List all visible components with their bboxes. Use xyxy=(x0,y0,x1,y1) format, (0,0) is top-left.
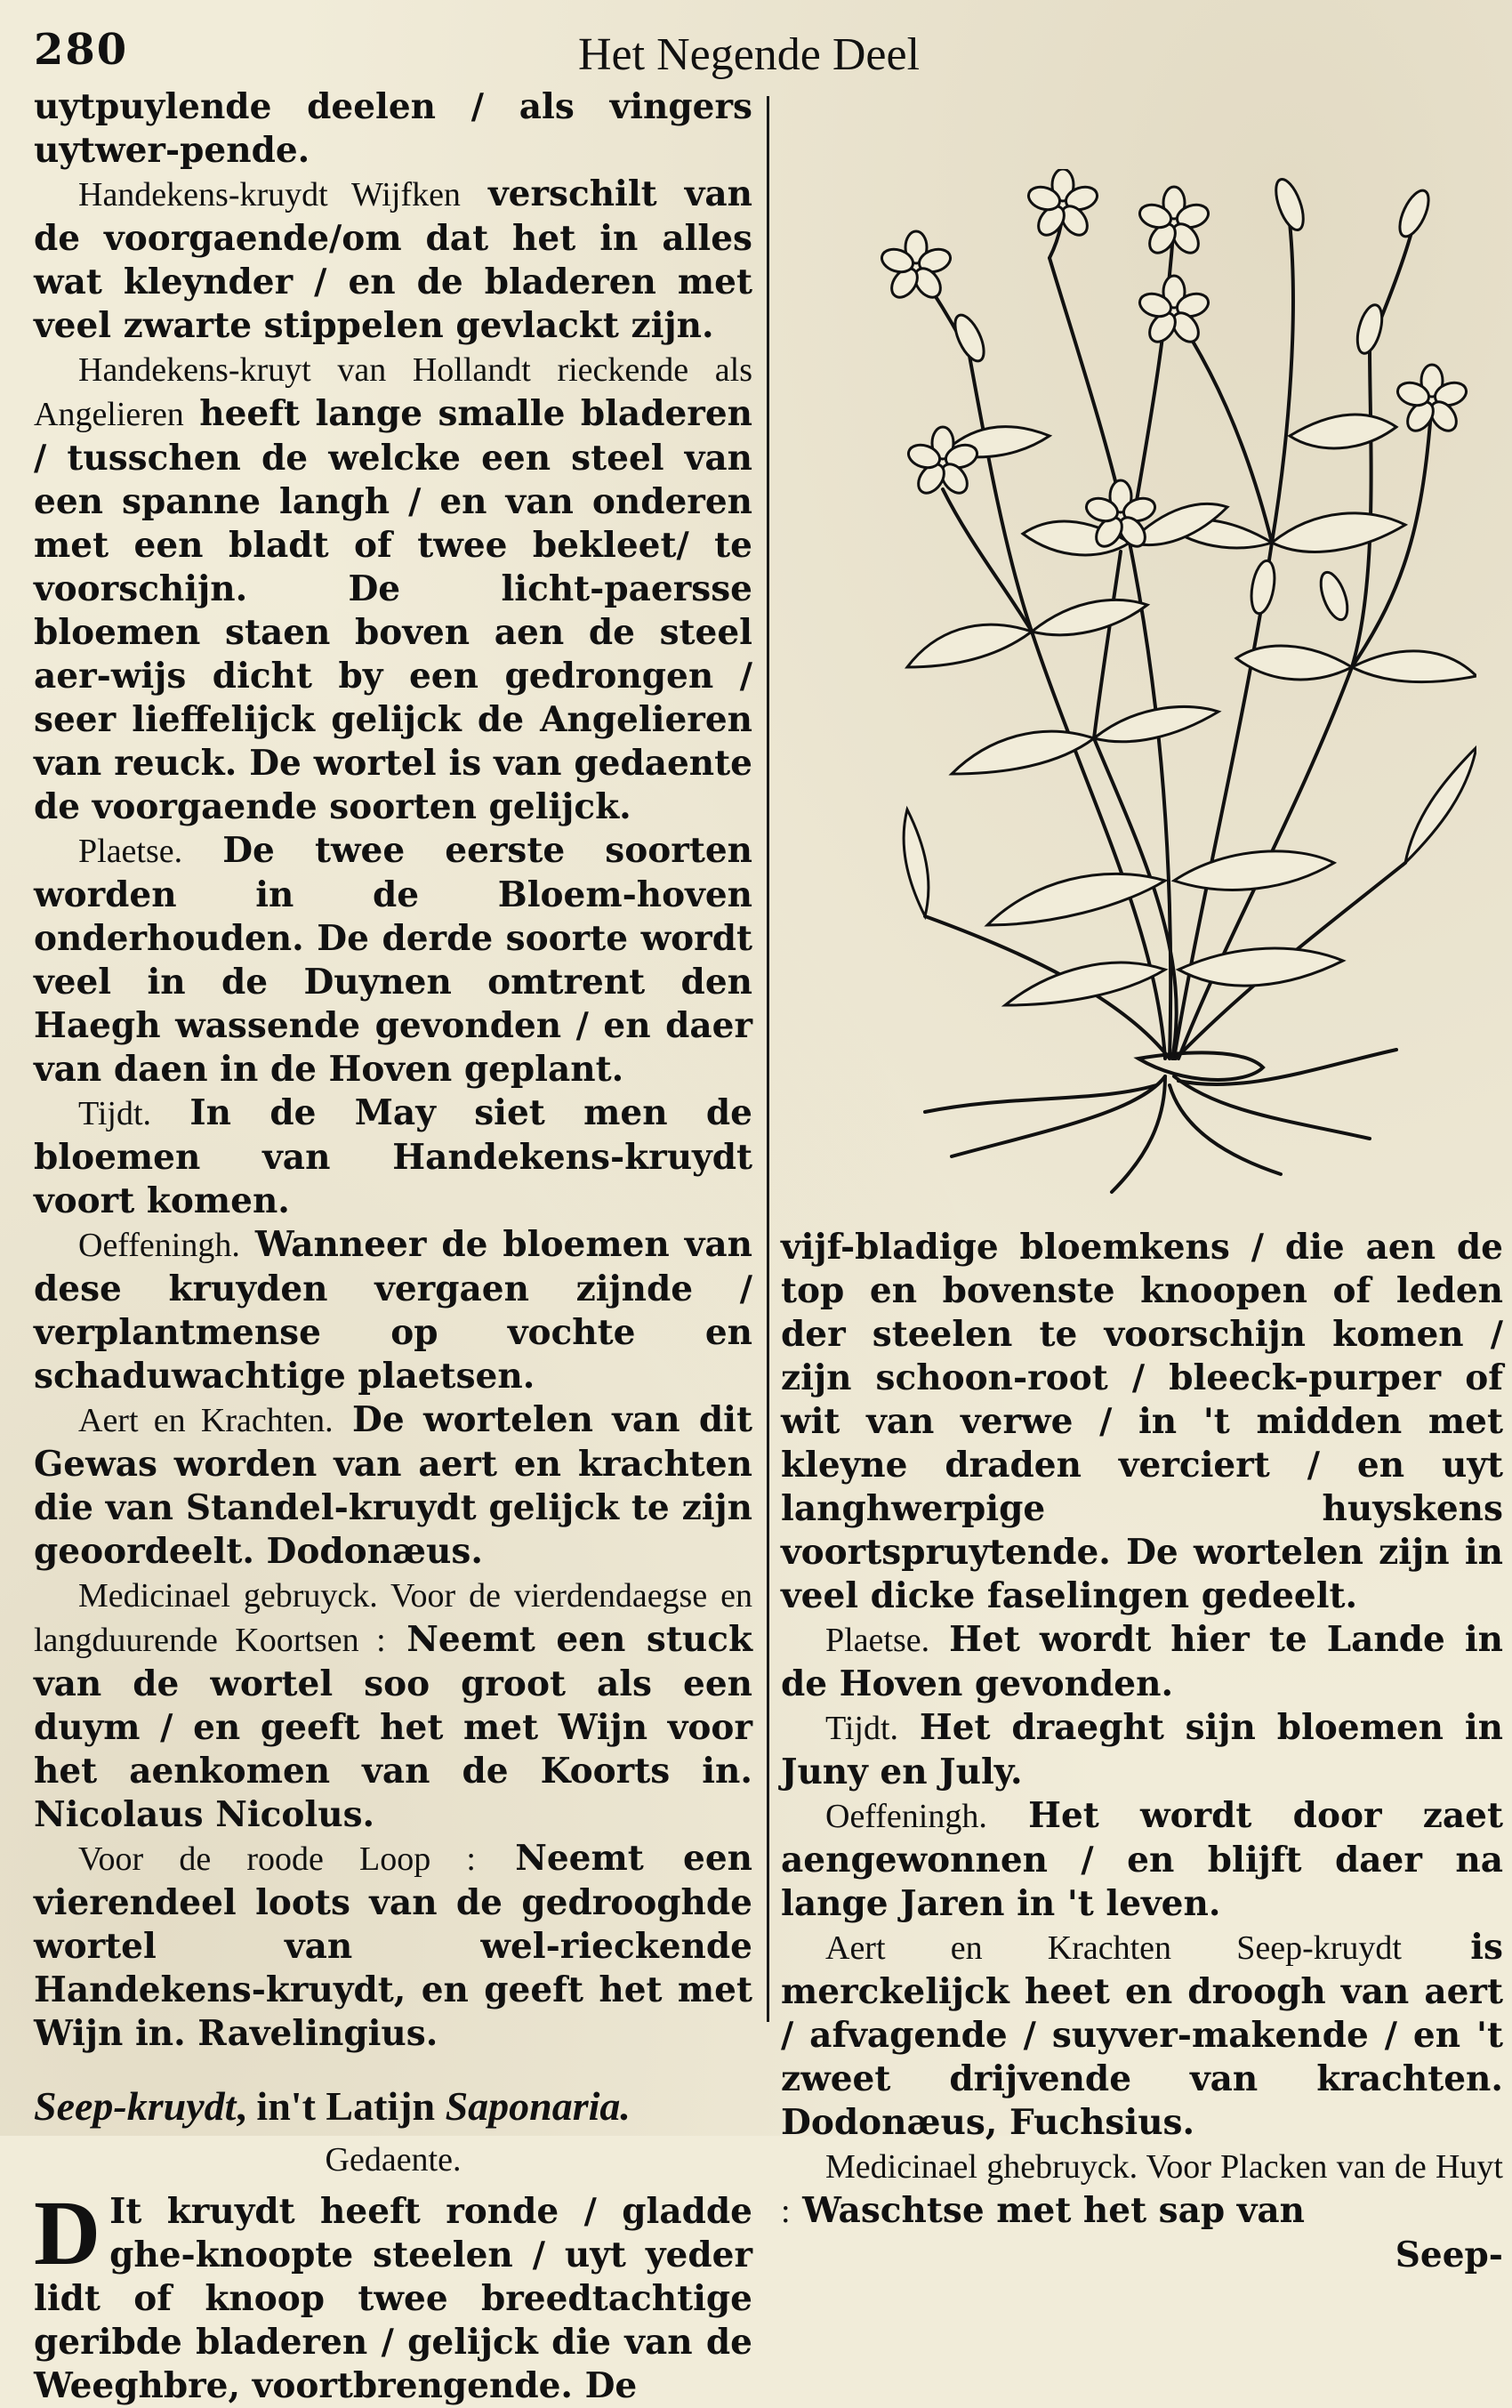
paragraph-text: Neemt een stuck van de wortel soo groot als een duym / en geeft het met Wijn voor het aenkomen van de Koorts in. Nicolaus Nicolus. xyxy=(34,1619,752,1835)
paragraph xyxy=(34,1574,752,1837)
paragraph-text: heeft lange smalle bladeren / tusschen de welcke een steel van een spanne langh / en van onderen met een bladt of twee bekleet/ te voorschijn. De licht-paersse bloemen staen boven aen de steel aer-wijs dicht by een gedrongen / seer lieffelijck gelijck de Angelieren van reuck. De wortel is van gedaente de voorgaende soorten gelijck. xyxy=(34,393,752,827)
right-column xyxy=(781,1226,1503,2277)
paragraph xyxy=(34,1091,752,1223)
paragraph-lead: Oeffeningh. xyxy=(825,1798,987,1835)
paragraph-text: Het wordt hier te Lande in de Hoven gevonden. xyxy=(781,1619,1504,1704)
section-title-latin: Saponaria. xyxy=(445,2083,631,2129)
paragraph-text: Het wordt door zaet aengewonnen / en blijft daer na lange Jaren in 't leven. xyxy=(781,1795,1504,1924)
paragraph-text: Neemt een vierendeel loots van de gedrooghde wortel van wel-rieckende Handekens-kruydt, en geeft het met Wijn in. Ravelingius. xyxy=(34,1838,752,2054)
paragraph-text: De twee eerste soorten worden in de Bloem-hoven onderhouden. De derde soorte wordt veel in de Duynen omtrent den Haegh wassende gevonden / en daer van daen in de Hoven geplant. xyxy=(34,830,753,1090)
paragraph-lead: Tijdt. xyxy=(825,1710,899,1747)
left-column xyxy=(34,85,752,2408)
paragraph xyxy=(34,348,752,829)
paragraph-lead: Handekens-kruyt van Hollandt rieckende als Angelieren xyxy=(34,351,752,433)
paragraph-lead: Medicinael ghebruyck. Voor Placken van de Huyt : xyxy=(781,2148,1503,2230)
paragraph xyxy=(781,1706,1503,1794)
paragraph xyxy=(34,1837,752,2056)
paragraph xyxy=(781,1226,1503,1618)
catchword: Seep- xyxy=(1395,2235,1503,2275)
column-divider xyxy=(767,96,769,2022)
paragraph xyxy=(34,829,752,1091)
paragraph xyxy=(781,1794,1503,1926)
paragraph-lead: Voor de roode Loop : xyxy=(78,1840,476,1878)
paragraph-lead: Plaetse. xyxy=(825,1622,930,1659)
paragraph xyxy=(34,2182,752,2408)
paragraph-text: Waschtse met het sap van xyxy=(802,2190,1306,2231)
paragraph-lead: Aert en Krachten Seep-kruydt xyxy=(825,1929,1402,1967)
paragraph-lead: Handekens-kruydt Wijfken xyxy=(78,176,461,213)
drop-cap: D xyxy=(34,2182,101,2284)
paragraph xyxy=(34,173,752,348)
paragraph-lead: Medicinael gebruyck. Voor de vierdendaegse en langduurende Koortsen : xyxy=(34,1577,752,1659)
page-number: 280 xyxy=(34,25,129,75)
paragraph-text: is merckelijck heet en droogh van aert / afvagende / suyver-makende / en 't zweet drijvende van krachten. Dodonæus, Fuchsius. xyxy=(781,1927,1504,2143)
paragraph-text: verschilt van de voorgaende/om dat het in alles wat kleynder / en de bladeren met veel zwarte stippelen gevlackt zijn. xyxy=(34,173,753,346)
paragraph xyxy=(34,85,752,173)
running-title: Het Negende Deel xyxy=(578,29,921,80)
subheading: Gedaente. xyxy=(325,2141,462,2178)
paragraph xyxy=(781,2145,1503,2234)
paragraph xyxy=(781,1926,1503,2145)
paragraph-lead: Tijdt. xyxy=(78,1095,152,1132)
saponaria-woodcut-illustration xyxy=(872,169,1476,1201)
section-title-connector: , in't Latijn xyxy=(236,2083,446,2129)
paragraph xyxy=(34,1398,752,1574)
page-header xyxy=(0,0,1512,98)
paragraph-text: De wortelen van dit Gewas worden van aert en krachten die van Standel-kruydt gelijck te zijn geoordeelt. Dodonæus. xyxy=(34,1399,753,1572)
paragraph-text: It kruydt heeft ronde / gladde ghe-knoopte steelen / uyt yeder lidt of knoop twee breedtachtige geribde bladeren / gelijck die van de Weeghbre, voortbrengende. De xyxy=(34,2191,752,2406)
paragraph-text: uytpuylende deelen / als vingers uytwer-pende. xyxy=(34,86,752,171)
paragraph xyxy=(781,1618,1503,1706)
paragraph xyxy=(34,1223,752,1398)
paragraph-lead: Oeffeningh. xyxy=(78,1227,240,1264)
paragraph-text: vijf-bladige bloemkens / die aen de top en bovenste knoopen of leden der steelen te voorschijn komen / zijn schoon-root / bleeck-purper of wit van verwe / in 't midden met kleyne draden verciert / en uyt langhwerpige huyskens voortspruytende. De wortelen zijn in veel dicke faselingen gedeelt. xyxy=(781,1227,1503,1616)
section-title-name: Seep-kruydt xyxy=(34,2083,237,2129)
paragraph-lead: Aert en Krachten. xyxy=(78,1402,334,1439)
paragraph-text: Wanneer de bloemen van dese kruyden vergaen zijnde / verplantmense op vochte en schaduwachtige plaetsen. xyxy=(34,1224,752,1397)
catchword-line xyxy=(781,2234,1503,2277)
paragraph-lead: Plaetse. xyxy=(78,833,183,870)
paragraph-text: Het draeght sijn bloemen in Juny en July. xyxy=(781,1707,1504,1792)
paragraph-text: In de May siet men de bloemen van Handekens-kruydt voort komen. xyxy=(34,1092,752,1221)
section-title xyxy=(34,2082,752,2130)
